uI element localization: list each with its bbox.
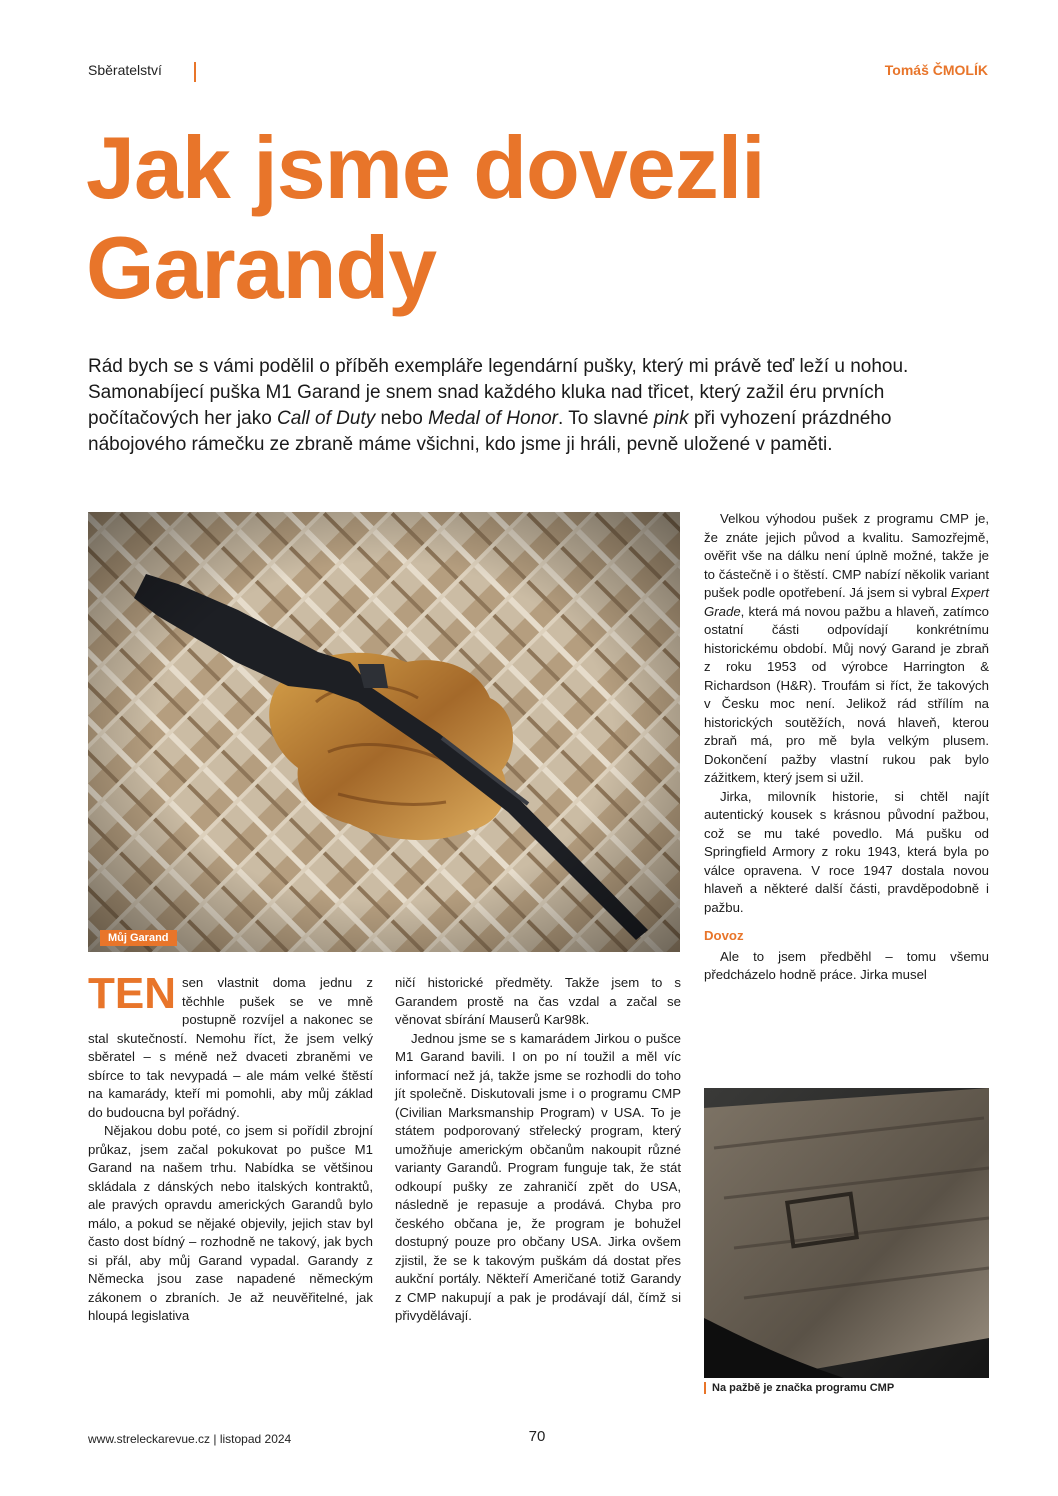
column-1 <box>88 969 373 1326</box>
game-title-1: Call of Duty <box>277 408 376 429</box>
column-2 <box>395 974 681 1326</box>
drop-cap: TEN <box>88 969 176 1018</box>
article-title: Jak jsme dovezli Garandy <box>86 118 765 317</box>
footer-publication: www.streleckarevue.cz | listopad 2024 <box>88 1432 292 1446</box>
paragraph: ničí historické předměty. Takže jsem to s Garandem prostě na čas vzdal a začal se věnovat sbírání Mauserů Kar98k. <box>395 975 681 1027</box>
grade-name: Expert Grade <box>704 585 989 619</box>
paragraph: TEN sen vlastnit doma jednu z těchhle pušek se ve mně postupně rozvíjel a nakonec se stal skutečností. Nemohu říct, že jsem velký sběratel – s méně než dvaceti zbraněmi ve sbírce to tak nevypadá – ale mám velké štěstí na kamarády, kteří mi pomohli, aby můj základ do budoucna byl pořádný. <box>88 969 373 1120</box>
photo-caption: Můj Garand <box>100 930 177 946</box>
column-3 <box>704 510 989 985</box>
caption-marker <box>704 1382 706 1394</box>
paragraph: Nějakou dobu poté, co jsem si pořídil zbrojní průkaz, jsem začal pokukovat po pušce M1 Garand na našem trhu. Nabídka se většinou skládala z dánských nebo italských kontraktů, ale pravých opravdu amerických Garandů bylo málo, a pokud se nějaké objevily, jejich stav byl často dost bídný – rozhodně ne takový, jak bych si přál, aby můj Garand vypadal. Garandy z Německa jsou zase napadené německým zákonem o zbraních. Je až neuvěřitelné, jak hloupá legislativa <box>88 1123 373 1323</box>
section-label: Sběratelství <box>88 62 162 78</box>
paragraph: Jednou jsme se s kamarádem Jirkou o pušce M1 Garand bavili. I on po ní toužil a měl víc informací než já, takže jsme se rozhodli do toho jít společně. Diskutovali jsme i o programu CMP (Civilian Marksmanship Program) v USA. To je státem podporovaný střelecký program, který umožňuje americkým občanům nakoupit různé varianty Garandů. Program funguje tak, že stát odkoupí pušky ze zahraničí zpět do USA, následně je repasuje a prodává. Chyba pro českého občana je, že program je bohužel dostupný pouze pro občany USA. Jirka ovšem zjistil, že se k takovým puškám dá dostat přes aukční portály. Někteří Američané totiž Garandy z CMP nakupují a pak je prodávají dál, čímž si přivydělávají. <box>395 1030 681 1323</box>
author-name: Tomáš ČMOLÍK <box>884 62 988 78</box>
rifle-photo <box>88 512 680 952</box>
section-divider <box>194 62 196 82</box>
paragraph: Ale to jsem předběhl – tomu všemu předcházelo hodně práce. Jirka musel <box>704 948 989 982</box>
subheading: Dovoz <box>704 928 744 943</box>
photo-caption: Na pažbě je značka programu CMP <box>704 1382 989 1394</box>
paragraph: Velkou výhodou pušek z programu CMP je, že znáte jejich původ a kvalitu. Samozřejmě, ověřit vše na dálku není úplně možné, takže je to částečně i o štěstí. CMP nabízí několik variant pušek podle opotřebení. Já jsem si vybral Expert Grade, která má novou pažbu a hlaveň, zatímco ostatní části odpovídají konkrétnímu historickému období. Můj nový Garand je zbraň z roku 1953 od výrobce Harrington & Richardson (H&R). Troufám si říct, že takových v Česku moc není. Jelikož rád střílím na historických soutěžích, nová hlaveň, kterou zbraň má, pro mě byla velkým plusem. Dokončení pažby vlastní rukou pak bylo zážitkem, který jsem si užil. <box>704 511 989 785</box>
stock-closeup-photo <box>704 1088 989 1378</box>
game-title-2: Medal of Honor <box>428 408 558 429</box>
article-lead: Rád bych se s vámi podělil o příběh exempláře legendární pušky, který mi právě teď leží u nohou. Samonabíjecí puška M1 Garand je snem snad každého kluka nad třicet, který zažil éru prvních počítačových her jako Call of Duty nebo Medal of Honor. To slavné pink při vyhození prázdného nábojového rámečku ze zbraně máme všichni, kdo jsme ji hráli, pevně uložené v paměti. <box>88 356 909 455</box>
page-number: 70 <box>528 1428 546 1445</box>
sound-word: pink <box>653 408 689 429</box>
paragraph: Jirka, milovník historie, si chtěl najít autentický kousek s krásnou původní pažbou, což se mu také povedlo. Má pušku od Springfield Armory z roku 1943, která byla po válce opravena. V roce 1947 dostala novou hlaveň a některé další části, pravděpodobně i pažbu. <box>704 788 989 915</box>
